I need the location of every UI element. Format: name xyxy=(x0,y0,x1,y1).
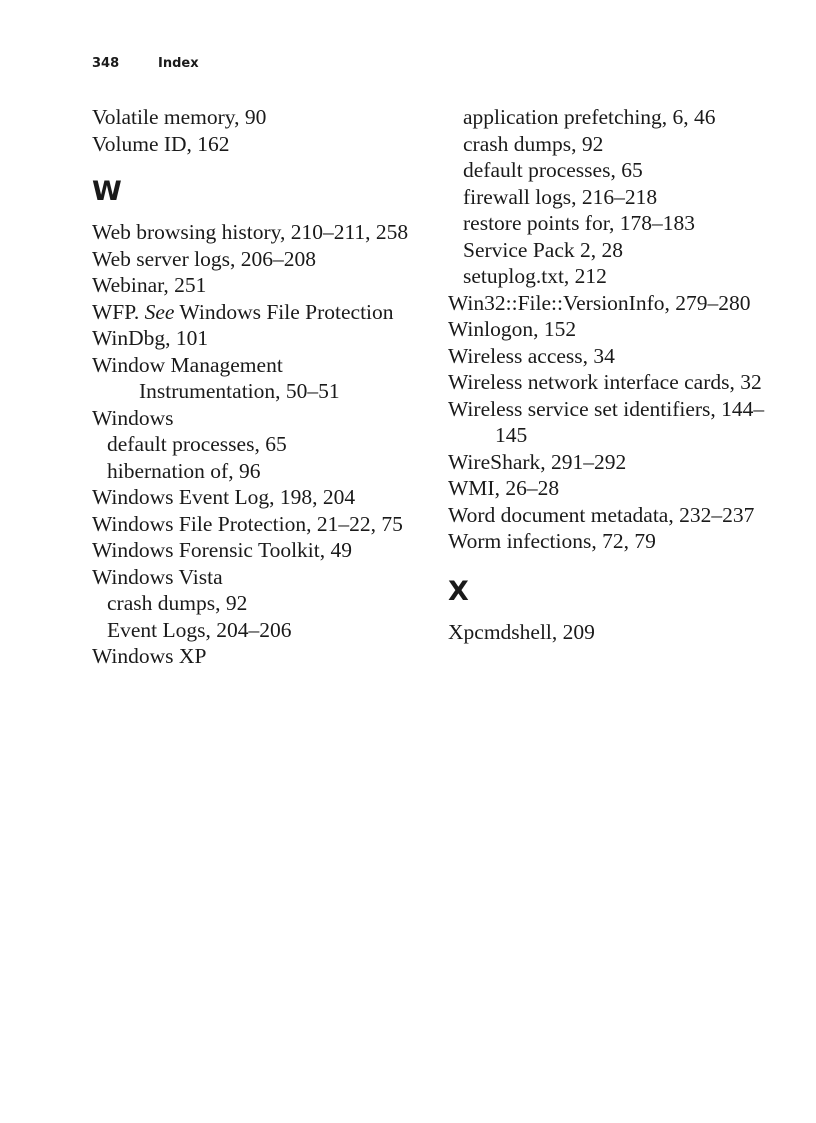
section-letter-w: W xyxy=(92,176,122,207)
see-label: See xyxy=(144,299,175,324)
index-entry: Web browsing history, 210–211, 258 xyxy=(92,220,409,244)
index-subentry: Event Logs, 204–206 xyxy=(107,617,292,642)
index-entry: Wireless service set identifiers, 144–145 xyxy=(448,396,765,447)
entry-term: WFP. xyxy=(92,299,145,324)
index-subentry: crash dumps, 92 xyxy=(107,591,248,615)
index-entry: Winlogon, 152 xyxy=(448,317,577,341)
index-entry: Windows File Protection, 21–22, 75 xyxy=(92,511,403,536)
index-entry: Webinar, 251 xyxy=(92,273,207,297)
index-subentry: application prefetching, 6, 46 xyxy=(463,105,716,129)
index-entry: Wireless network interface cards, 32 xyxy=(448,370,762,394)
index-subentry: firewall logs, 216–218 xyxy=(463,184,658,209)
index-entry: Windows Forensic Toolkit, 49 xyxy=(92,538,353,562)
index-subentry: default processes, 65 xyxy=(463,158,643,182)
index-subentry: Service Pack 2, 28 xyxy=(463,237,624,262)
index-entry: Volatile memory, 90 xyxy=(92,105,267,129)
index-entry: WireShark, 291–292 xyxy=(448,449,627,474)
index-column-left xyxy=(92,104,422,670)
index-entry: Word document metadata, 232–237 xyxy=(448,502,755,527)
index-entry: Xpcmdshell, 209 xyxy=(448,619,595,644)
index-entry-cross-reference xyxy=(92,299,422,326)
index-entry: Volume ID, 162 xyxy=(92,131,230,156)
index-subentry: restore points for, 178–183 xyxy=(463,211,696,235)
section-letter-x: X xyxy=(448,575,469,607)
index-subentry: setuplog.txt, 212 xyxy=(463,264,607,288)
see-target: Windows File Protection xyxy=(174,299,394,324)
index-subentry: hibernation of, 96 xyxy=(107,458,261,483)
index-entry: Windows XP xyxy=(92,644,207,668)
index-subentry: crash dumps, 92 xyxy=(463,131,604,156)
index-entry: Win32::File::VersionInfo, 279–280 xyxy=(448,290,751,315)
index-entry: Worm infections, 72, 79 xyxy=(448,529,656,553)
index-entry: Window Management Instrumentation, 50–51 xyxy=(92,352,340,403)
index-column-right xyxy=(448,104,768,645)
index-subentry: default processes, 65 xyxy=(107,432,287,456)
index-entry: Web server logs, 206–208 xyxy=(92,246,316,271)
index-entry: Windows Vista xyxy=(92,564,223,589)
running-head xyxy=(92,56,199,71)
index-entry: Windows xyxy=(92,405,174,430)
index-entry: WMI, 26–28 xyxy=(448,476,560,500)
index-entry: Wireless access, 34 xyxy=(448,343,615,368)
page-number: 348 xyxy=(92,56,120,71)
running-title: Index xyxy=(158,56,199,71)
index-entry: WinDbg, 101 xyxy=(92,326,209,350)
index-entry: Windows Event Log, 198, 204 xyxy=(92,485,356,509)
